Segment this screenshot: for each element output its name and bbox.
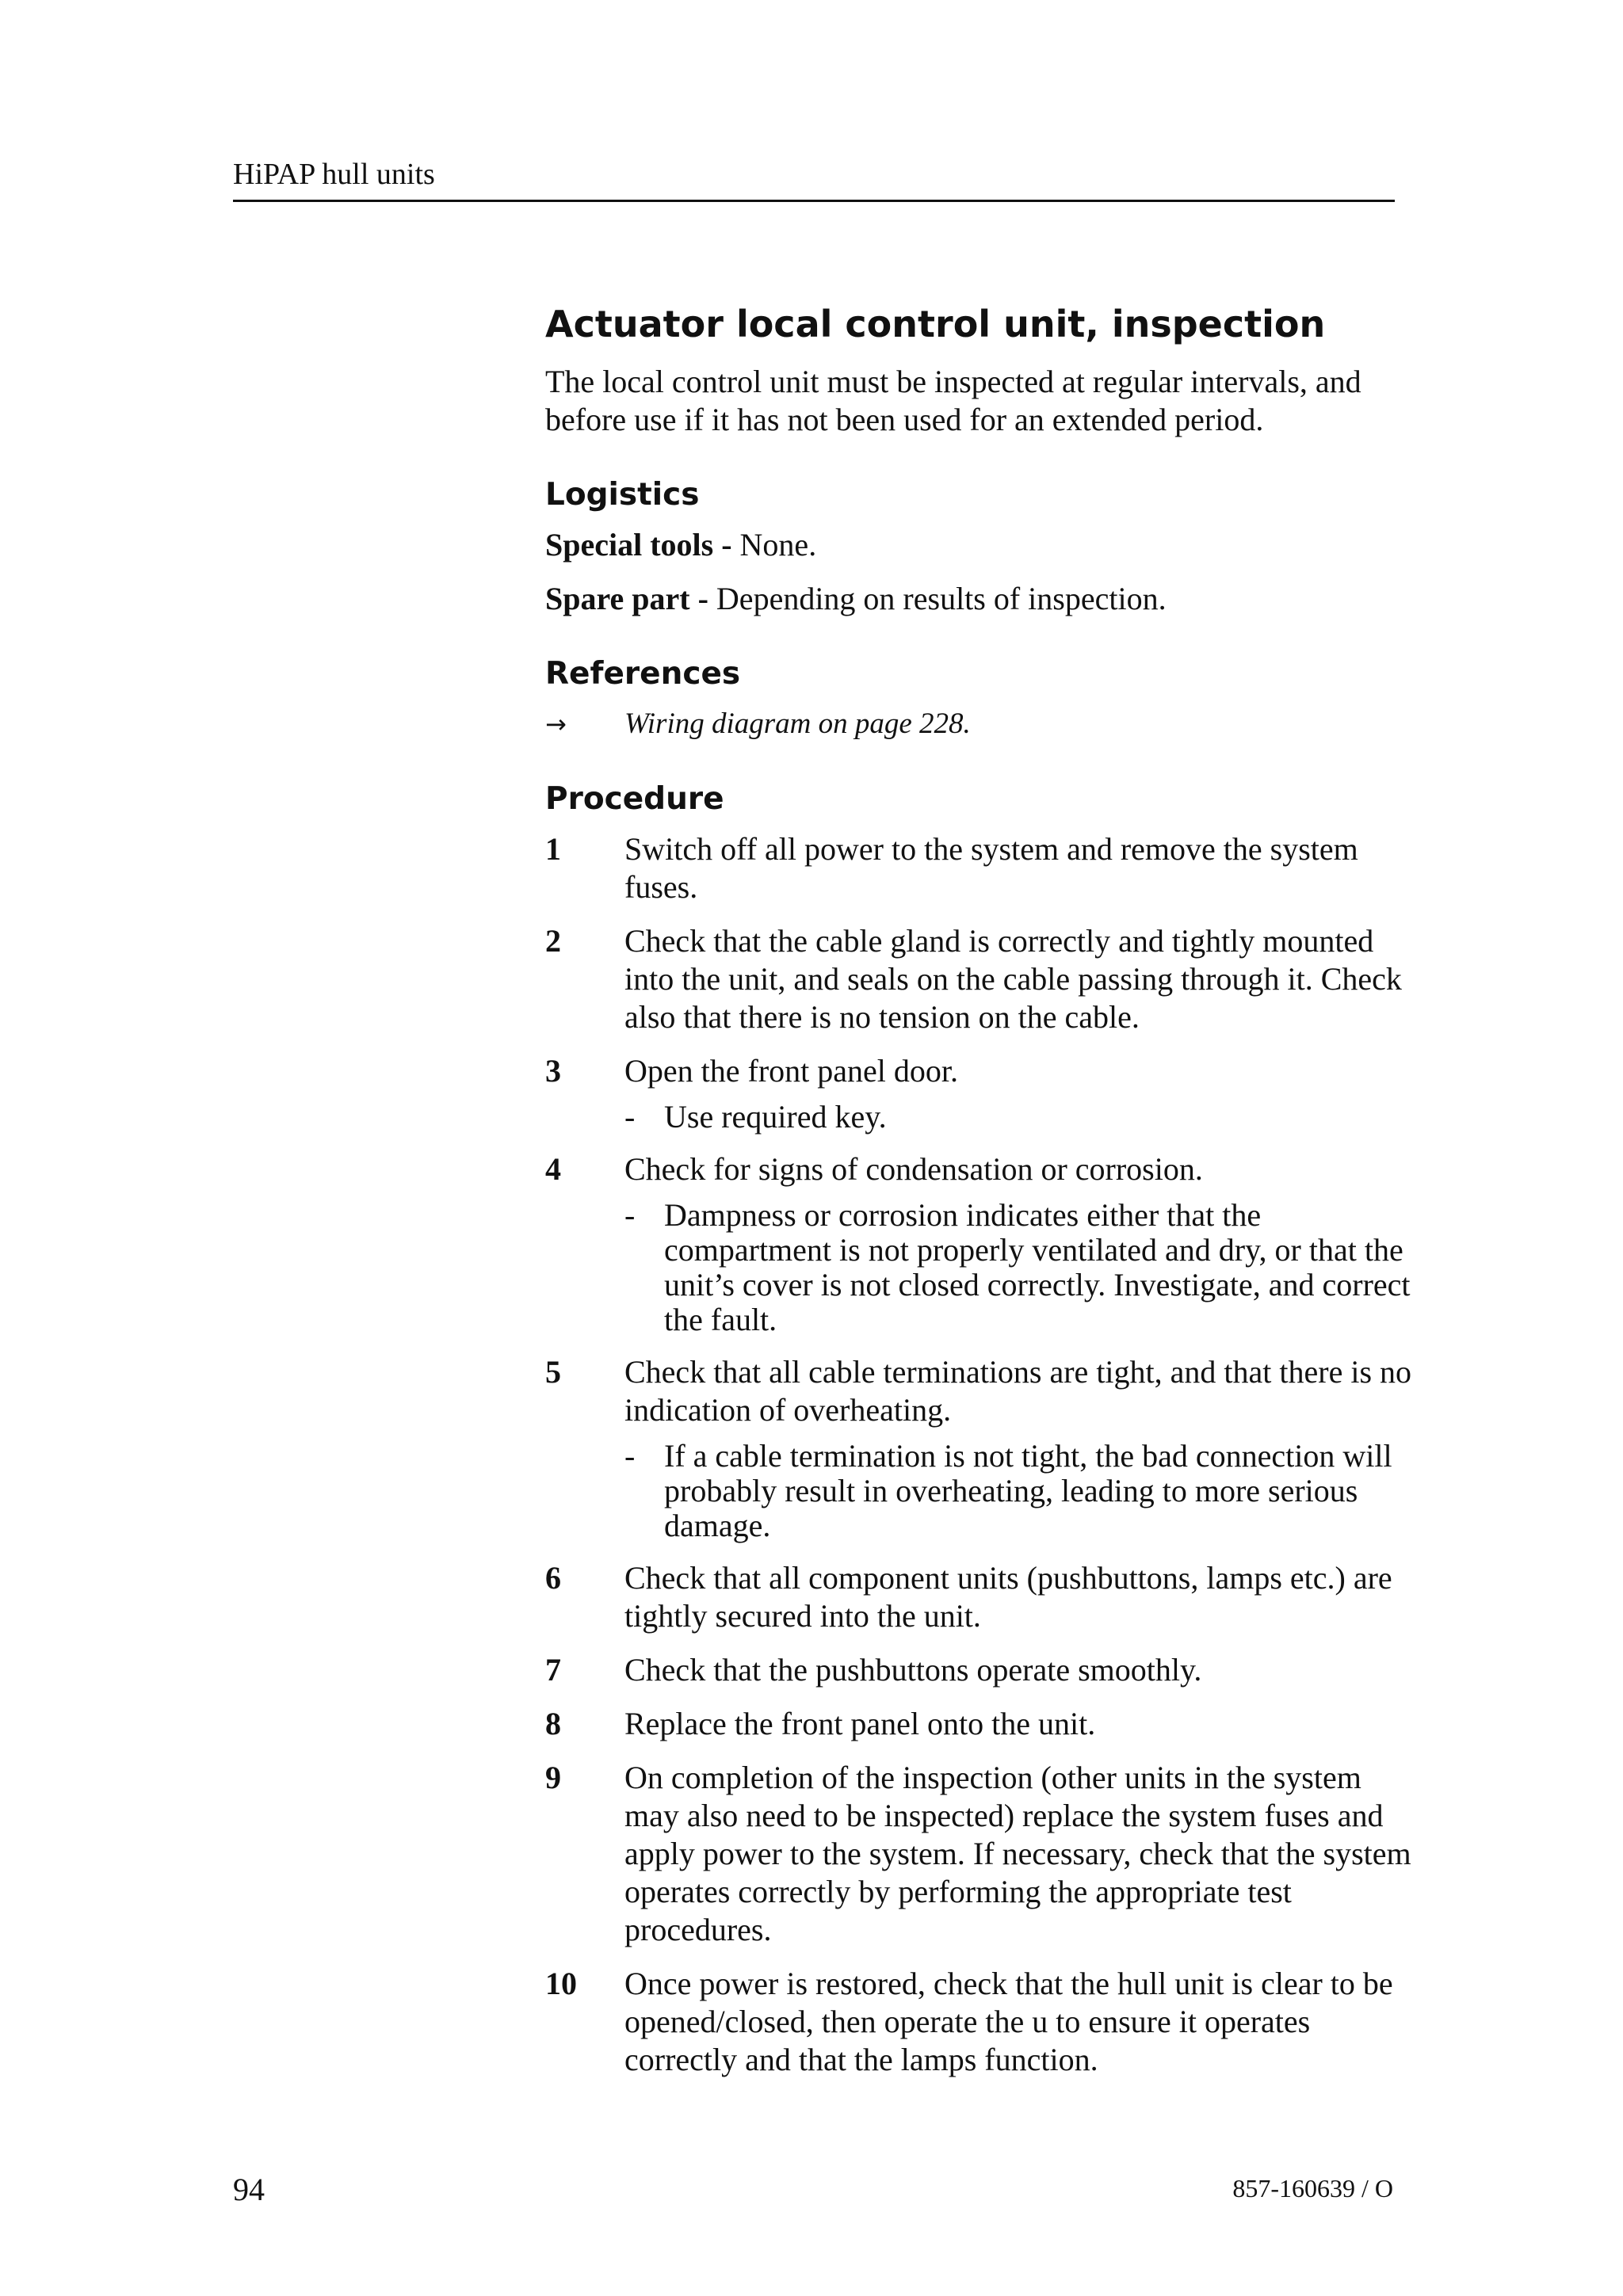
reference-item[interactable]: [545, 705, 1417, 743]
main-content: [545, 299, 1417, 2095]
procedure-step: [545, 922, 1417, 1036]
procedure-step: [545, 1759, 1417, 1949]
step-text: Check that the pushbuttons operate smoothly.: [624, 1652, 1202, 1688]
subitem-text: If a cable termination is not tight, the bad connection will probably result in overheating, leading to more serious damage.: [664, 1438, 1392, 1543]
step-number: 10: [545, 1966, 577, 2001]
step-number: 3: [545, 1053, 561, 1089]
step-number: 9: [545, 1760, 561, 1795]
procedure-step: [545, 1651, 1417, 1689]
procedure-heading: Procedure: [545, 781, 724, 817]
step-text: Open the front panel door.: [624, 1053, 958, 1089]
step-text: Switch off all power to the system and remove the system fuses.: [624, 831, 1358, 905]
special-tools-line: [545, 526, 1417, 564]
references-heading: References: [545, 656, 741, 692]
header-rule: [233, 200, 1395, 202]
step-subitem: [624, 1100, 1417, 1135]
step-text: Once power is restored, check that the hull unit is clear to be opened/closed, then operate the u to ensure it operates correctly and that the lamps function.: [624, 1966, 1393, 2077]
step-number: 8: [545, 1706, 561, 1741]
step-number: 6: [545, 1560, 561, 1596]
running-header: HiPAP hull units: [233, 158, 435, 191]
step-text: Check for signs of condensation or corrosion.: [624, 1151, 1203, 1187]
step-number: 7: [545, 1652, 561, 1688]
step-subitem: [624, 1439, 1417, 1543]
procedure-step: [545, 1052, 1417, 1135]
logistics-heading: Logistics: [545, 477, 700, 513]
step-text: Check that all component units (pushbuttons, lamps etc.) are tightly secured into the unit.: [624, 1560, 1392, 1634]
procedure-step: [545, 1705, 1417, 1743]
procedure-step: [545, 1150, 1417, 1337]
step-subitem: [624, 1198, 1417, 1337]
procedure-list: [545, 830, 1417, 2079]
subitem-text: Dampness or corrosion indicates either that the compartment is not properly ventilated and dry, or that the unit’s cover is not closed correctly. Investigate, and correct the fault.: [664, 1197, 1411, 1337]
step-text: Check that all cable terminations are tight, and that there is no indication of overheating.: [624, 1354, 1412, 1428]
section-title: Actuator local control unit, inspection: [545, 303, 1326, 345]
step-number: 1: [545, 831, 561, 867]
step-text: Check that the cable gland is correctly and tightly mounted into the unit, and seals on the cable passing through it. Check also that there is no tension on the cable.: [624, 923, 1402, 1035]
references-list: [545, 705, 1417, 743]
spare-part-line: [545, 580, 1417, 618]
step-text: On completion of the inspection (other units in the system may also need to be inspected) replace the system fuses and apply power to the system. If necessary, check that the system operates correctly by performing the appropriate test procedures.: [624, 1760, 1411, 1947]
procedure-step: [545, 830, 1417, 906]
subitem-text: Use required key.: [664, 1099, 887, 1135]
procedure-step: [545, 1965, 1417, 2079]
step-number: 4: [545, 1151, 561, 1187]
procedure-step: [545, 1559, 1417, 1635]
step-number: 5: [545, 1354, 561, 1390]
procedure-step: [545, 1353, 1417, 1543]
special-tools-value: None.: [731, 527, 817, 563]
document-code: 857-160639 / O: [1232, 2174, 1393, 2203]
step-number: 2: [545, 923, 561, 959]
arrow-right-icon: →: [545, 709, 567, 739]
dash-bullet: -: [624, 1438, 636, 1474]
dash-bullet: -: [624, 1099, 636, 1135]
dash-bullet: -: [624, 1197, 636, 1233]
page-number: 94: [233, 2172, 265, 2207]
spare-part-label: Spare part -: [545, 581, 708, 616]
reference-link[interactable]: Wiring diagram on page 228.: [624, 707, 971, 740]
special-tools-label: Special tools -: [545, 527, 732, 563]
intro-paragraph: The local control unit must be inspected at regular intervals, and before use if it has not been used for an extended period.: [545, 364, 1361, 437]
logistics-block: [545, 526, 1417, 618]
spare-part-value: Depending on results of inspection.: [708, 581, 1167, 616]
step-text: Replace the front panel onto the unit.: [624, 1706, 1096, 1741]
